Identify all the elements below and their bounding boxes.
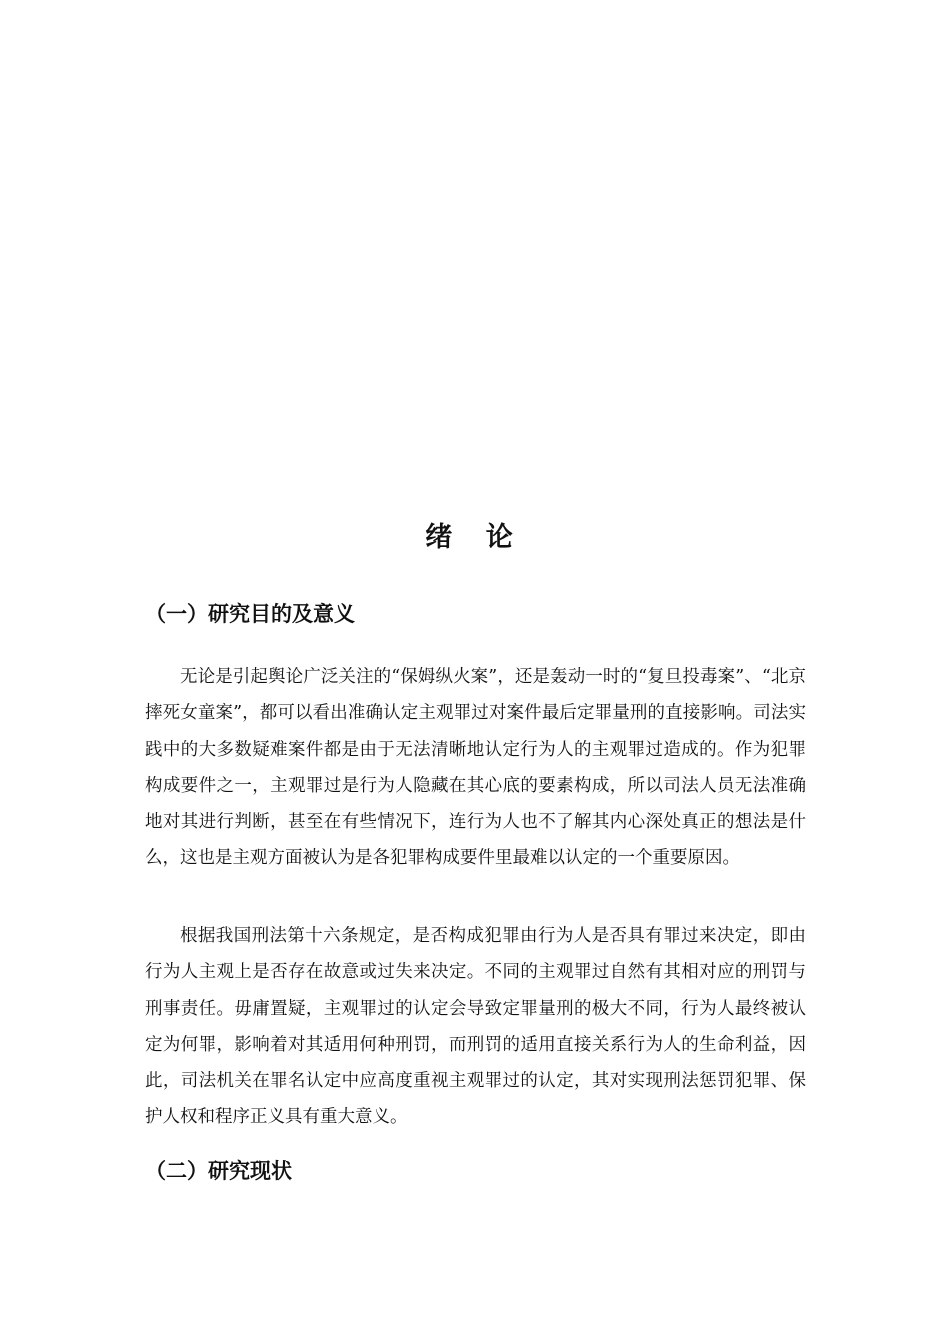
- chapter-title: 绪 论: [425, 522, 525, 553]
- body-paragraph: 根据我国刑法第十六条规定，是否构成犯罪由行为人是否具有罪过来决定，即由行为人主观上是否存在故意或过失来决定。不同的主观罪过自然有其相对应的刑罚与刑事责任。毋庸置疑，主观罪过的认定会导致定罪量刑的极大不同，行为人最终被认定为何罪，影响着对其适用何种刑罚，而刑罚的适用直接关系行为人的生命利益，因此，司法机关在罪名认定中应高度重视主观罪过的认定，其对实现刑法惩罚犯罪、保护人权和程序正义具有重大意义。: [145, 926, 806, 1128]
- section-heading-research-status: （二）研究现状: [145, 1159, 292, 1183]
- body-paragraph: 无论是引起舆论广泛关注的“保姆纵火案”，还是轰动一时的“复旦投毒案”、“北京摔死女童案”，都可以看出准确认定主观罪过对案件最后定罪量刑的直接影响。司法实践中的大多数疑难案件都是由于无法清晰地认定行为人的主观罪过造成的。作为犯罪构成要件之一，主观罪过是行为人隐藏在其心底的要素构成，所以司法人员无法准确地对其进行判断，甚至在有些情况下，连行为人也不了解其内心深处真正的想法是什么，这也是主观方面被认为是各犯罪构成要件里最难以认定的一个重要原因。: [145, 667, 806, 869]
- section-heading-research-purpose: （一）研究目的及意义: [145, 602, 355, 626]
